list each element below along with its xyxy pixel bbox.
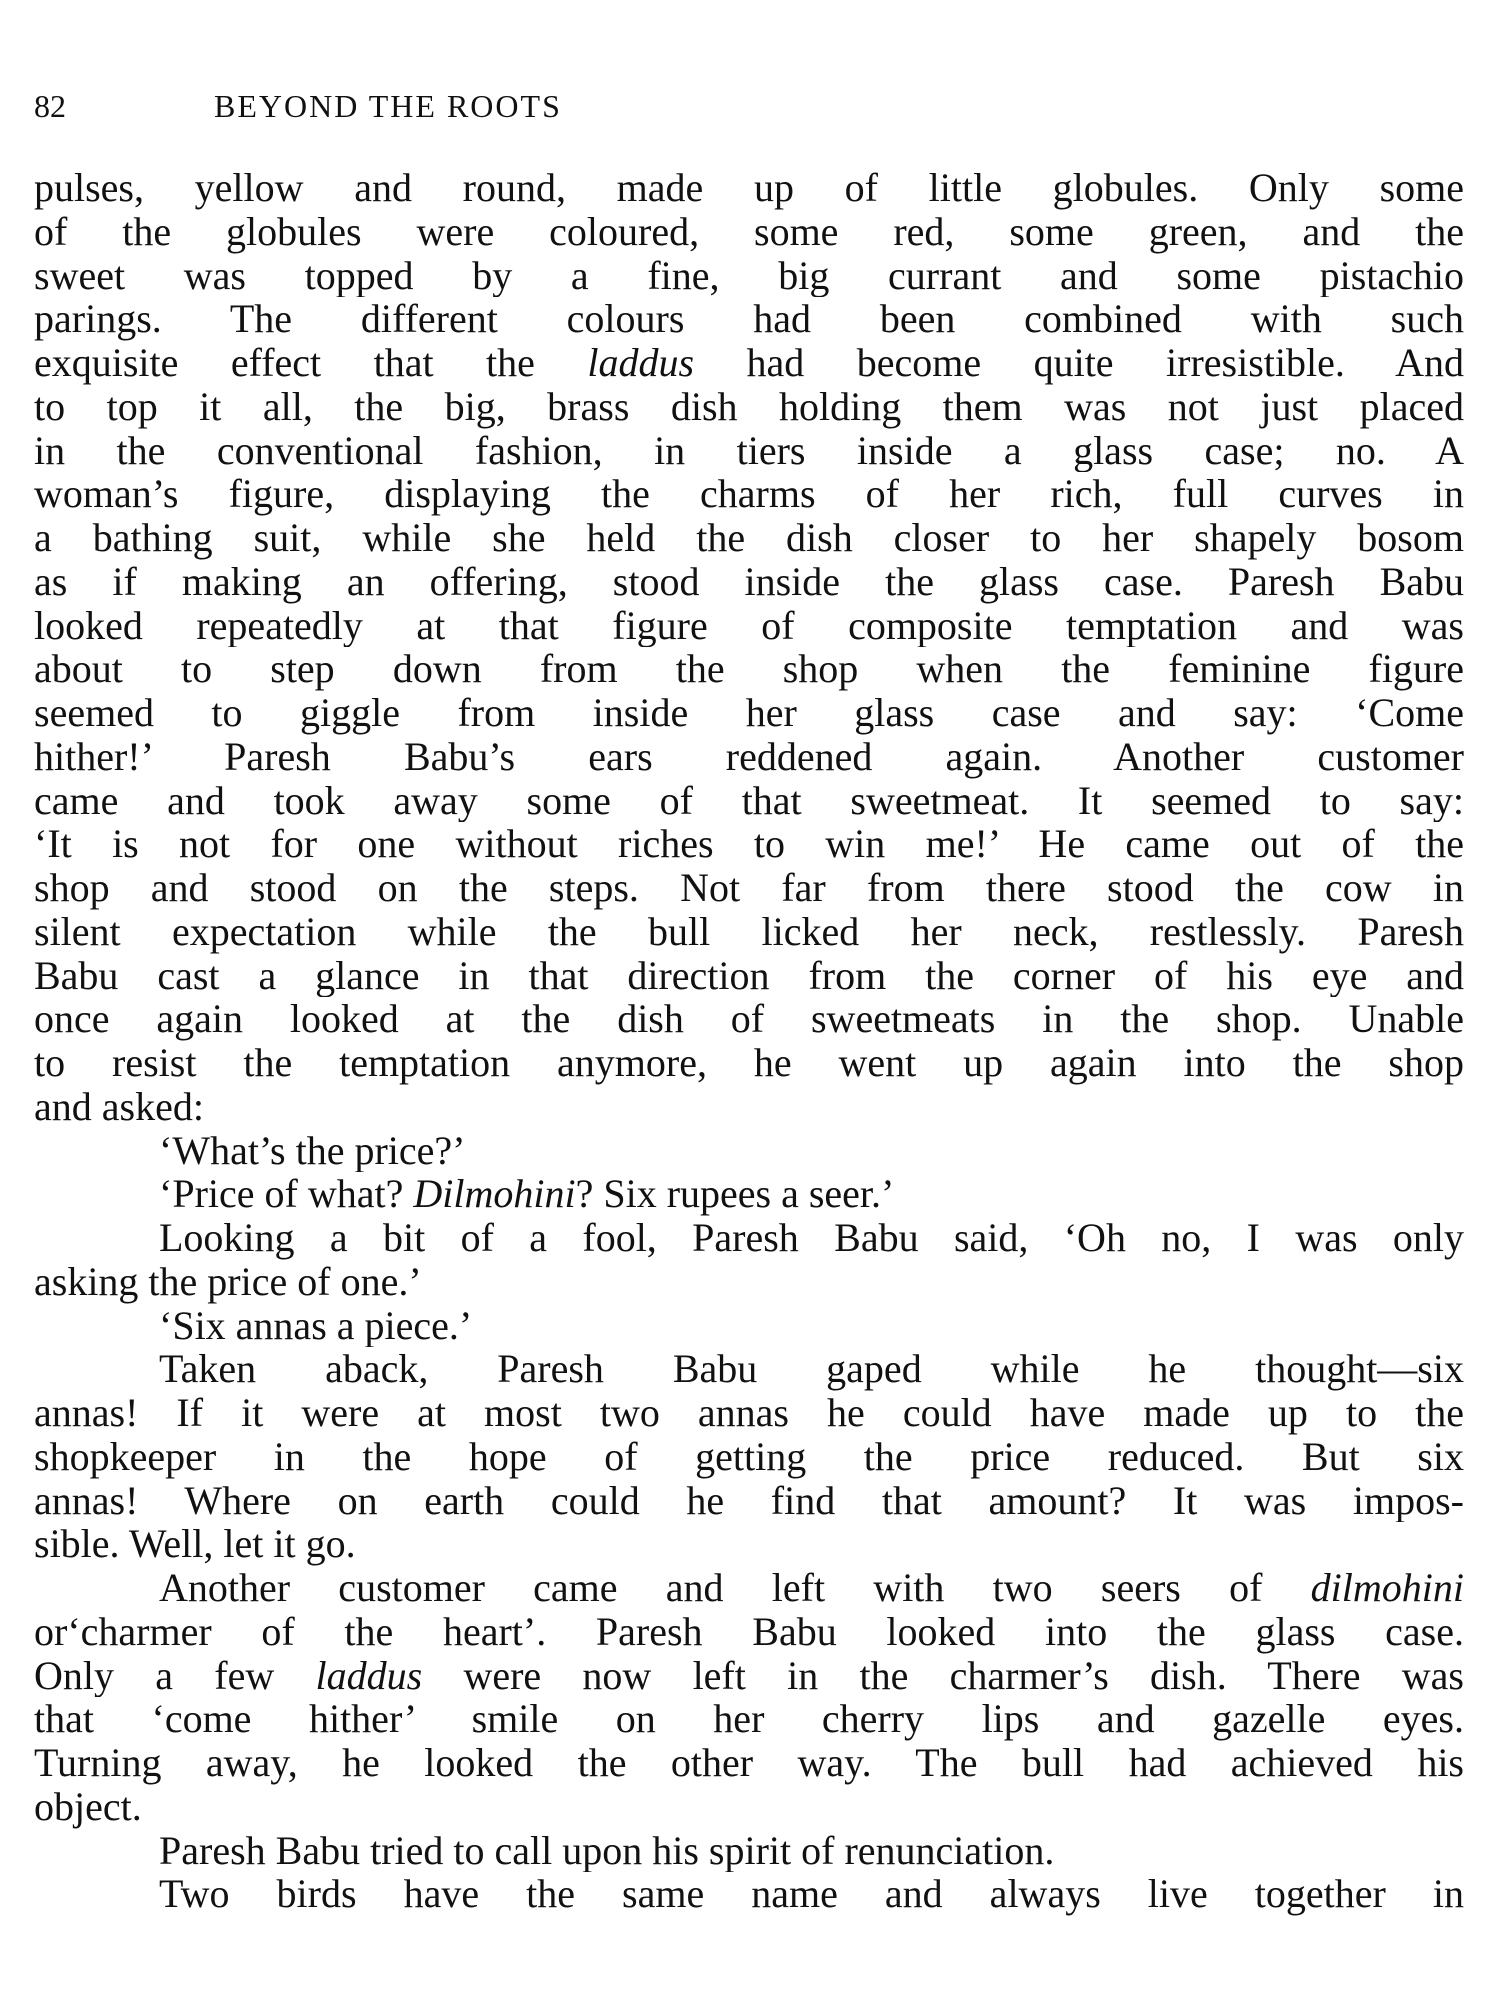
text-line bbox=[34, 1522, 1464, 1566]
text-line bbox=[34, 385, 1464, 429]
text-line bbox=[34, 560, 1464, 604]
text-segment: asking the price of one.’ bbox=[34, 1259, 422, 1304]
body-text bbox=[34, 166, 1464, 1916]
italic-term: laddus bbox=[587, 341, 695, 385]
text-segment: to top it all, the big, brass dish holding them was not just placed bbox=[34, 384, 1464, 429]
text-line bbox=[34, 954, 1464, 998]
text-line bbox=[34, 647, 1464, 691]
text-line bbox=[34, 866, 1464, 910]
text-line bbox=[34, 1741, 1464, 1785]
text-segment: ‘What’s the price?’ bbox=[159, 1128, 466, 1173]
text-segment: looked repeatedly at that figure of composite temptation and was bbox=[34, 603, 1464, 648]
text-line bbox=[34, 1260, 1464, 1304]
text-line bbox=[34, 472, 1464, 516]
text-segment: Looking a bit of a fool, Paresh Babu said, ‘Oh no, I was only bbox=[159, 1216, 1464, 1260]
text-line bbox=[34, 910, 1464, 954]
text-line bbox=[34, 1391, 1464, 1435]
text-line bbox=[34, 1216, 1464, 1260]
text-line bbox=[34, 1129, 1464, 1173]
text-line bbox=[34, 516, 1464, 560]
text-segment: Turning away, he looked the other way. The bull had achieved his bbox=[34, 1741, 1464, 1785]
text-segment: that ‘come hither’ smile on her cherry lips and gazelle eyes. bbox=[34, 1697, 1464, 1741]
text-line bbox=[34, 1479, 1464, 1523]
text-line bbox=[34, 254, 1464, 298]
text-segment: shopkeeper in the hope of getting the price reduced. But six bbox=[34, 1434, 1464, 1479]
text-segment: Taken aback, Paresh Babu gaped while he thought—six bbox=[159, 1347, 1464, 1391]
text-line bbox=[34, 1697, 1464, 1741]
text-segment: ‘Price of what? bbox=[159, 1172, 414, 1216]
text-segment: ‘Six annas a piece.’ bbox=[159, 1303, 473, 1348]
text-segment: silent expectation while the bull licked her neck, restlessly. Paresh bbox=[34, 909, 1464, 954]
text-segment: woman’s figure, displaying the charms of her rich, full curves in bbox=[34, 472, 1464, 516]
text-line bbox=[34, 779, 1464, 823]
text-segment: Only a few bbox=[34, 1653, 316, 1698]
text-line bbox=[34, 210, 1464, 254]
text-segment: a bathing suit, while she held the dish closer to her shapely bosom bbox=[34, 516, 1464, 560]
text-segment: shop and stood on the steps. Not far from there stood the cow in bbox=[34, 866, 1464, 910]
running-head bbox=[34, 88, 562, 128]
text-segment: in the conventional fashion, in tiers inside a glass case; no. A bbox=[34, 428, 1464, 473]
text-segment: Babu cast a glance in that direction from the corner of his eye and bbox=[34, 953, 1464, 998]
text-line bbox=[34, 997, 1464, 1041]
text-line bbox=[34, 166, 1464, 210]
text-line bbox=[34, 822, 1464, 866]
text-segment: annas! If it were at most two annas he could have made up to the bbox=[34, 1391, 1464, 1435]
text-line bbox=[34, 604, 1464, 648]
text-segment: seemed to giggle from inside her glass case and say: ‘Come bbox=[34, 691, 1464, 735]
text-segment: as if making an offering, stood inside the glass case. Paresh Babu bbox=[34, 559, 1464, 604]
text-line bbox=[34, 1829, 1464, 1873]
text-line bbox=[34, 1654, 1464, 1698]
text-line bbox=[34, 1041, 1464, 1085]
text-line bbox=[34, 429, 1464, 473]
text-line bbox=[34, 1304, 1464, 1348]
text-segment: pulses, yellow and round, made up of little globules. Only some bbox=[34, 166, 1464, 210]
text-segment: exquisite effect that the bbox=[34, 341, 588, 385]
text-segment: and asked: bbox=[34, 1084, 204, 1129]
text-line bbox=[34, 1610, 1464, 1654]
text-line bbox=[34, 1566, 1464, 1610]
text-segment: were now left in the charmer’s dish. There was bbox=[422, 1653, 1464, 1698]
text-line bbox=[34, 1435, 1464, 1479]
text-line bbox=[34, 691, 1464, 735]
text-segment: sible. Well, let it go. bbox=[34, 1522, 356, 1566]
text-segment: Two birds have the same name and always live together in bbox=[159, 1872, 1464, 1916]
text-segment: to resist the temptation anymore, he went up again into the shop bbox=[34, 1041, 1464, 1085]
italic-term: Dilmohini bbox=[413, 1172, 576, 1216]
text-line bbox=[34, 341, 1464, 385]
text-segment: once again looked at the dish of sweetmeats in the shop. Unable bbox=[34, 997, 1464, 1041]
italic-term: dilmohini bbox=[1310, 1566, 1464, 1610]
text-segment: hither!’ Paresh Babu’s ears reddened again. Another customer bbox=[34, 734, 1464, 779]
text-line bbox=[34, 1872, 1464, 1916]
text-line bbox=[34, 1085, 1464, 1129]
italic-term: laddus bbox=[315, 1653, 423, 1698]
text-segment: about to step down from the shop when the feminine figure bbox=[34, 647, 1464, 691]
text-line bbox=[34, 735, 1464, 779]
text-line bbox=[34, 1785, 1464, 1829]
text-line bbox=[34, 297, 1464, 341]
text-segment: Paresh Babu tried to call upon his spirit of renunciation. bbox=[159, 1828, 1055, 1873]
text-segment: annas! Where on earth could he find that amount? It was impos- bbox=[34, 1478, 1464, 1523]
page-number: 82 bbox=[34, 88, 66, 124]
book-title: BEYOND THE ROOTS bbox=[214, 88, 562, 124]
text-segment: ? Six rupees a seer.’ bbox=[575, 1172, 895, 1216]
text-segment: sweet was topped by a fine, big currant and some pistachio bbox=[34, 253, 1464, 298]
text-segment: or‘charmer of the heart’. Paresh Babu looked into the glass case. bbox=[34, 1609, 1464, 1654]
text-segment: ‘It is not for one without riches to win me!’ He came out of the bbox=[34, 822, 1464, 866]
text-segment: Another customer came and left with two seers of bbox=[159, 1566, 1311, 1610]
text-segment: had become quite irresistible. And bbox=[694, 341, 1464, 385]
text-segment: came and took away some of that sweetmeat. It seemed to say: bbox=[34, 778, 1464, 823]
text-line bbox=[34, 1347, 1464, 1391]
text-line bbox=[34, 1172, 1464, 1216]
text-segment: of the globules were coloured, some red, some green, and the bbox=[34, 209, 1464, 254]
text-segment: parings. The different colours had been combined with such bbox=[34, 297, 1464, 341]
text-segment: object. bbox=[34, 1784, 142, 1829]
